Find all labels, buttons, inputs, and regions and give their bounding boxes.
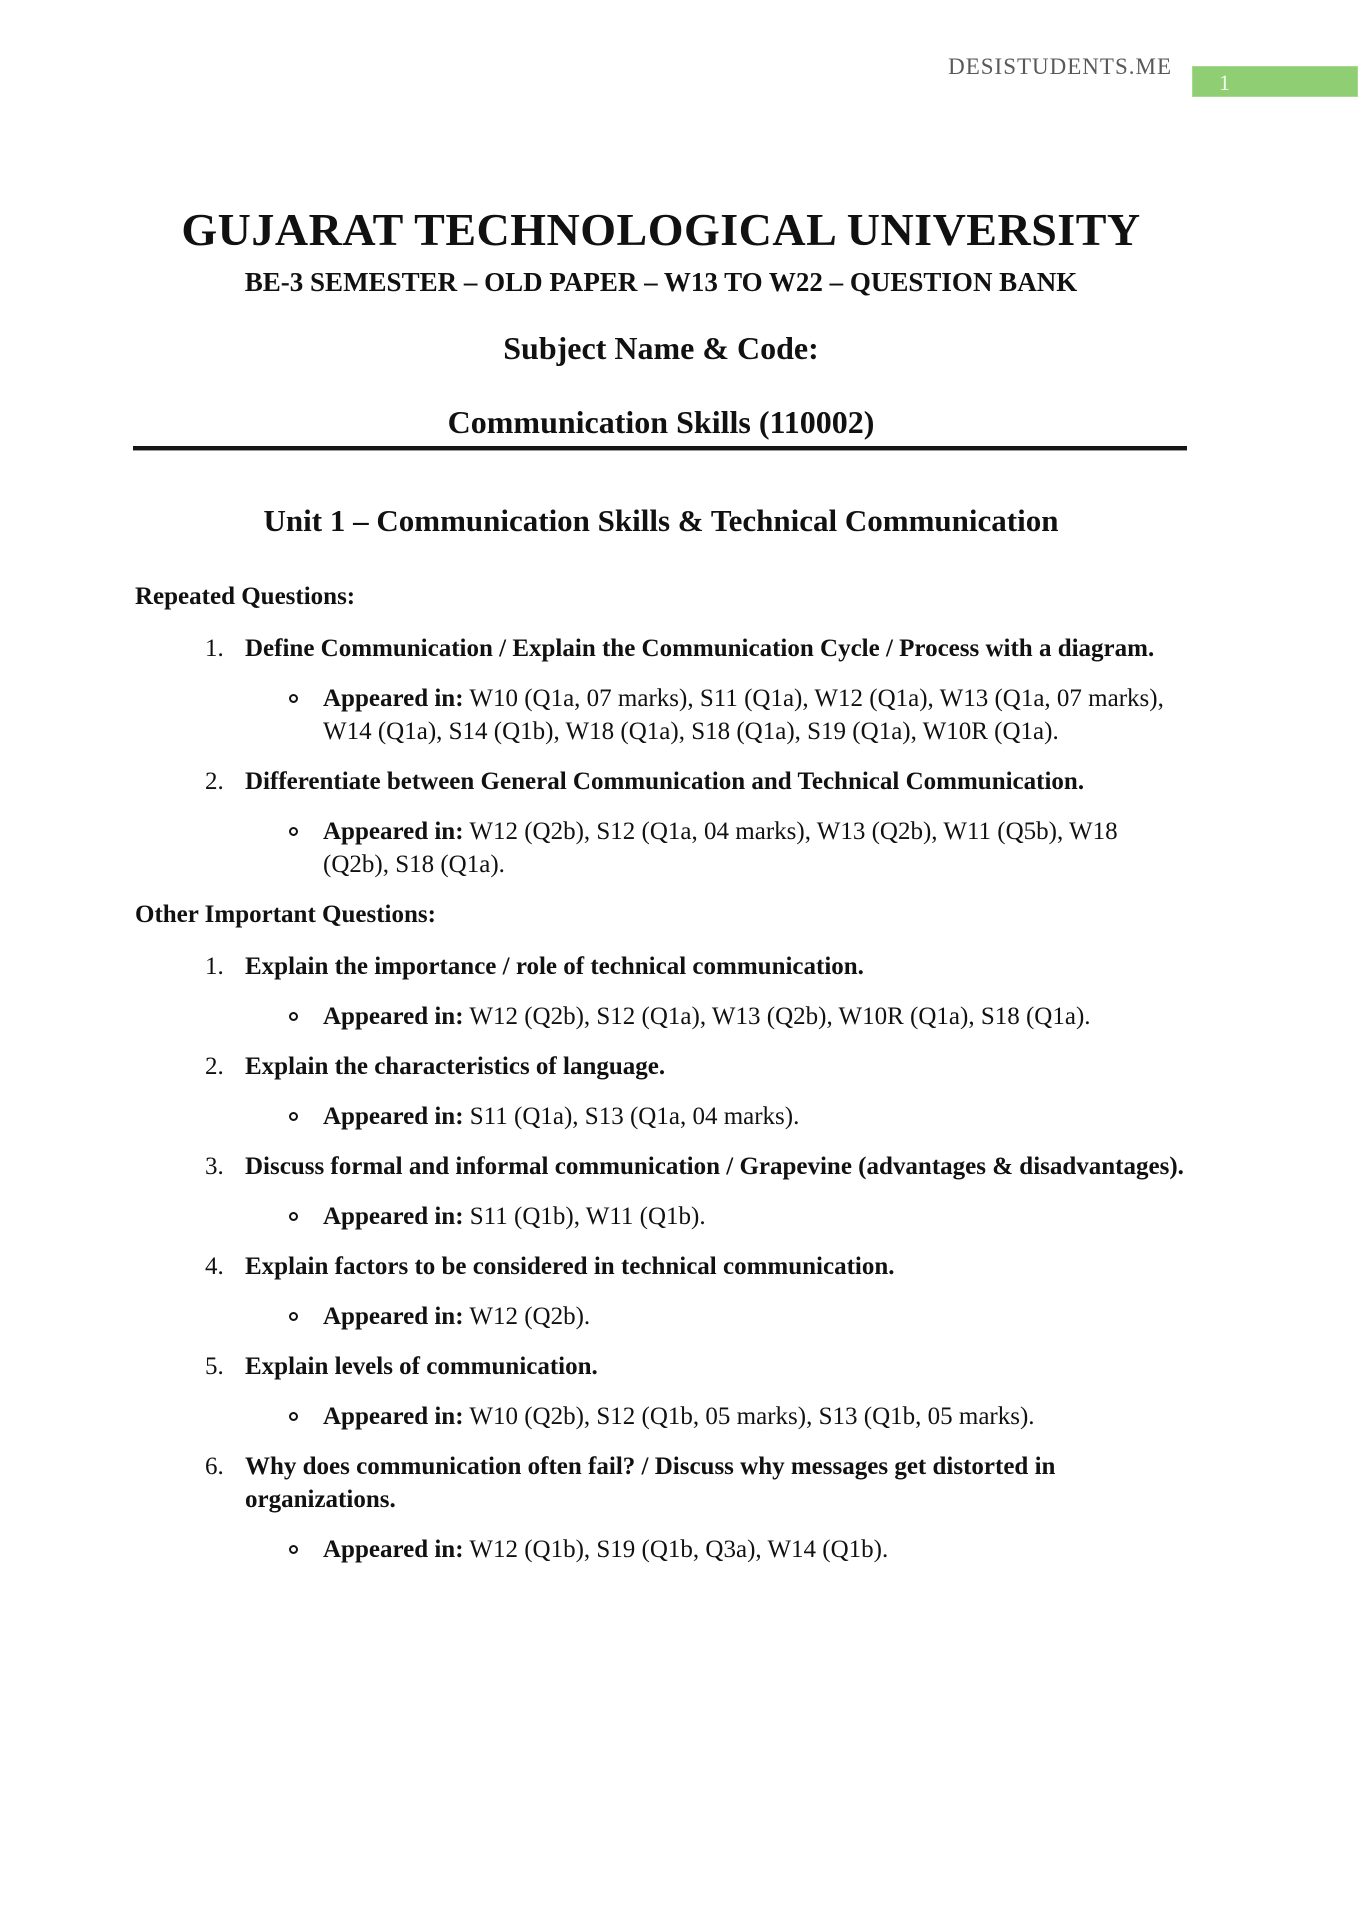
appeared-text — [323, 1100, 1187, 1133]
circle-bullet-icon — [289, 1212, 298, 1221]
horizontal-rule — [133, 446, 1187, 451]
bullet-marker-column — [287, 1533, 323, 1566]
question-number: 3. — [205, 1153, 224, 1180]
question-text: Explain factors to be considered in technical communication. — [245, 1253, 895, 1280]
appeared-row — [287, 1300, 1187, 1333]
question-item — [205, 1150, 1187, 1183]
page-number-badge — [1192, 66, 1358, 97]
appeared-label: Appeared in: — [323, 1103, 464, 1130]
question-item — [205, 765, 1187, 798]
unit-heading: Unit 1 – Communication Skills & Technical Communication — [263, 503, 1059, 538]
appeared-value: W12 (Q1b), S19 (Q1b, Q3a), W14 (Q1b). — [469, 1536, 889, 1563]
circle-bullet-icon — [289, 827, 298, 836]
question-number: 4. — [205, 1253, 224, 1280]
appeared-value: W12 (Q2b). — [469, 1303, 591, 1330]
appeared-text — [323, 1000, 1187, 1033]
appeared-label: Appeared in: — [323, 1003, 464, 1030]
question-item — [205, 950, 1187, 983]
circle-bullet-icon — [289, 1412, 298, 1421]
appeared-value: W10 (Q1a, 07 marks), S11 (Q1a), W12 (Q1a), W13 (Q1a, 07 marks), W14 (Q1a), S14 (Q1b), W18 (Q1a), S18 (Q1a), S19 (Q1a), W10R (Q1a). — [323, 685, 1164, 745]
question-number: 1. — [205, 953, 224, 980]
question-item — [205, 1050, 1187, 1083]
question-number: 2. — [205, 1053, 224, 1080]
appeared-row — [287, 682, 1187, 748]
appeared-label: Appeared in: — [323, 1203, 464, 1230]
bullet-marker-column — [287, 1300, 323, 1333]
appeared-row — [287, 1200, 1187, 1233]
document-title: GUJARAT TECHNOLOGICAL UNIVERSITY — [181, 204, 1141, 255]
circle-bullet-icon — [289, 1545, 298, 1554]
question-text: Explain levels of communication. — [245, 1353, 598, 1380]
appeared-row — [287, 1400, 1187, 1433]
site-watermark: DESISTUDENTS.ME — [948, 54, 1172, 79]
appeared-text — [323, 1300, 1187, 1333]
appeared-label: Appeared in: — [323, 685, 464, 712]
bullet-marker-column — [287, 815, 323, 881]
circle-bullet-icon — [289, 1112, 298, 1121]
appeared-row — [287, 1533, 1187, 1566]
bullet-marker-column — [287, 1400, 323, 1433]
section-heading-repeated-questions: Repeated Questions: — [135, 583, 356, 610]
question-number: 1. — [205, 635, 224, 662]
question-item — [205, 1350, 1187, 1383]
question-item — [205, 632, 1187, 665]
document-subtitle: BE-3 SEMESTER – OLD PAPER – W13 TO W22 – QUESTION BANK — [244, 267, 1078, 297]
question-number: 5. — [205, 1353, 224, 1380]
subject-name-code: Communication Skills (110002) — [447, 404, 875, 440]
appeared-label: Appeared in: — [323, 1403, 464, 1430]
circle-bullet-icon — [289, 1012, 298, 1021]
appeared-text — [323, 1400, 1187, 1433]
bullet-marker-column — [287, 1000, 323, 1033]
appeared-value: W10 (Q2b), S12 (Q1b, 05 marks), S13 (Q1b, 05 marks). — [469, 1403, 1035, 1430]
circle-bullet-icon — [289, 1312, 298, 1321]
question-number: 2. — [205, 768, 224, 795]
subject-label: Subject Name & Code: — [503, 330, 819, 366]
page-number: 1 — [1219, 70, 1230, 95]
question-item — [205, 1450, 1187, 1516]
appeared-value: W12 (Q2b), S12 (Q1a, 04 marks), W13 (Q2b), W11 (Q5b), W18 (Q2b), S18 (Q1a). — [323, 818, 1118, 878]
appeared-value: S11 (Q1b), W11 (Q1b). — [469, 1203, 706, 1230]
question-text: Differentiate between General Communication and Technical Communication. — [245, 768, 1085, 795]
section-heading-other-important-questions: Other Important Questions: — [135, 901, 436, 928]
appeared-value: S11 (Q1a), S13 (Q1a, 04 marks). — [469, 1103, 800, 1130]
appeared-label: Appeared in: — [323, 818, 464, 845]
question-text: Explain the importance / role of technical communication. — [245, 953, 864, 980]
appeared-row — [287, 815, 1187, 881]
appeared-text — [323, 1533, 1187, 1566]
circle-bullet-icon — [289, 694, 298, 703]
appeared-text — [323, 1200, 1187, 1233]
bullet-marker-column — [287, 1200, 323, 1233]
bullet-marker-column — [287, 682, 323, 748]
appeared-label: Appeared in: — [323, 1536, 464, 1563]
question-text: Discuss formal and informal communication / Grapevine (advantages & disadvantages). — [245, 1153, 1184, 1180]
question-text: Define Communication / Explain the Communication Cycle / Process with a diagram. — [245, 635, 1155, 662]
appeared-row — [287, 1000, 1187, 1033]
appeared-text — [323, 815, 1187, 881]
question-bank-body — [135, 580, 1187, 1583]
appeared-text — [323, 682, 1187, 748]
appeared-row — [287, 1100, 1187, 1133]
question-text: Explain the characteristics of language. — [245, 1053, 666, 1080]
appeared-value: W12 (Q2b), S12 (Q1a), W13 (Q2b), W10R (Q1a), S18 (Q1a). — [469, 1003, 1091, 1030]
question-text: Why does communication often fail? / Discuss why messages get distorted in organizations. — [245, 1453, 1056, 1513]
appeared-label: Appeared in: — [323, 1303, 464, 1330]
question-item — [205, 1250, 1187, 1283]
bullet-marker-column — [287, 1100, 323, 1133]
question-number: 6. — [205, 1453, 224, 1480]
